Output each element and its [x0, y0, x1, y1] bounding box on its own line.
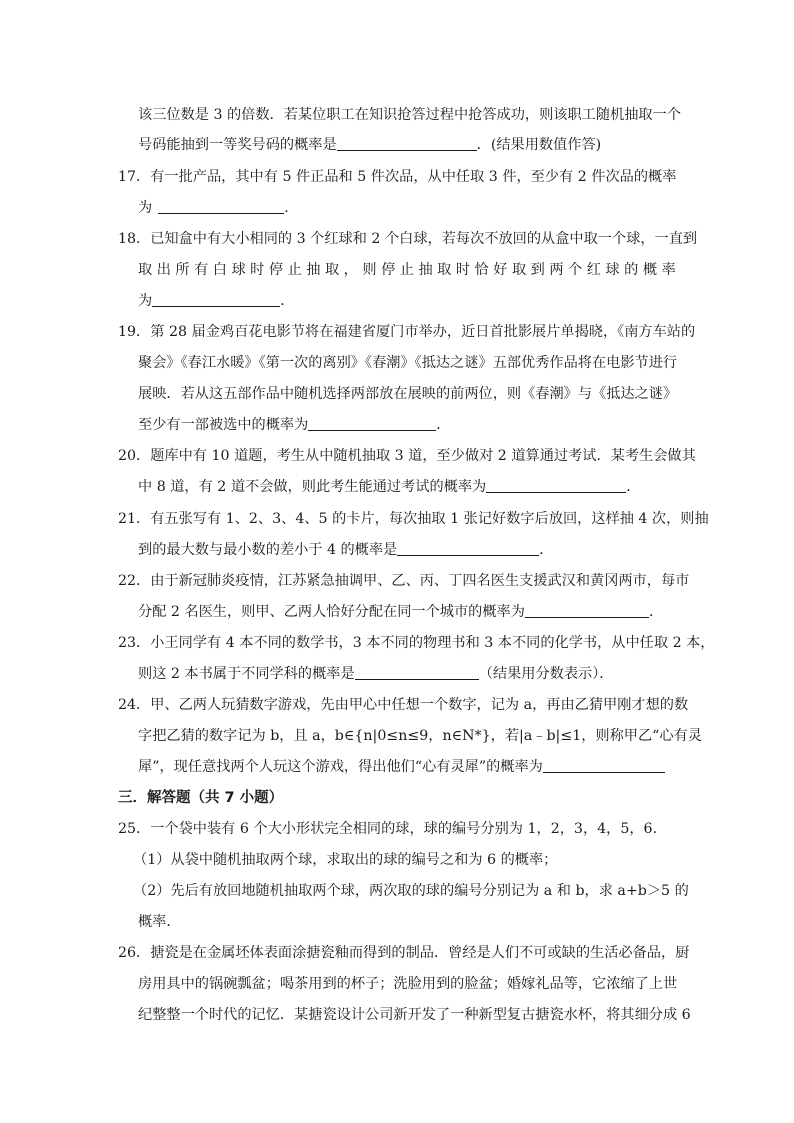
question-20-line-1: 20．题库中有 10 道题，考生从中随机抽取 3 道，至少做对 2 道算通过考试．某考生会做其 — [118, 448, 696, 464]
question-25-line-1: 25．一个袋中装有 6 个大小形状完全相同的球，球的编号分别为 1，2，3，4，5，6． — [118, 821, 667, 837]
answer-blank[interactable] — [525, 603, 649, 618]
text: 至少有一部被选中的概率为 — [138, 417, 309, 433]
answer-blank[interactable] — [337, 136, 477, 151]
text: ． — [284, 200, 299, 216]
question-18-line-2: 取 出 所 有 白 球 时 停 止 抽 取 ， 则 停 止 抽 取 时 恰 好 取 到 两 个 红 球 的 概 率 — [138, 262, 676, 278]
text: （结果用分数表示）． — [478, 666, 614, 682]
question-25-line-4: 概率． — [138, 914, 181, 930]
answer-blank[interactable] — [543, 758, 665, 773]
question-17-line-1: 17．有一批产品，其中有 5 件正品和 5 件次品，从中任取 3 件，至少有 2 件次品的概率 — [118, 169, 677, 185]
answer-blank[interactable] — [486, 478, 626, 493]
question-22-line-2 — [138, 603, 663, 621]
question-22-line-1: 22．由于新冠肺炎疫情，江苏紧急抽调甲、乙、丙、丁四名医生支援武汉和黄冈两市，每市 — [118, 573, 690, 589]
question-18-line-1: 18．已知盒中有大小相同的 3 个红球和 2 个白球，若每次不放回的从盒中取一个球，一直到 — [118, 231, 698, 247]
question-18-line-3 — [138, 292, 294, 310]
continuation-line-1: 该三位数是 3 的倍数．若某位职工在知识抢答过程中抢答成功，则该职工随机抽取一个 — [138, 107, 681, 123]
question-25-part-1: （1）从袋中随机抽取两个球，求取出的球的编号之和为 6 的概率； — [133, 852, 558, 868]
answer-blank[interactable] — [308, 416, 436, 431]
answer-blank[interactable] — [158, 199, 284, 214]
text: ．(结果用数值作答) — [476, 137, 602, 153]
question-20-line-2 — [138, 478, 640, 496]
question-19-line-4 — [138, 416, 450, 434]
text: 为 — [138, 200, 153, 216]
question-26-line-1: 26．搪瓷是在金属坯体表面涂搪瓷釉而得到的制品．曾经是人们不可或缺的生活必备品，厨 — [118, 945, 690, 961]
answer-blank[interactable] — [152, 292, 280, 307]
text: ． — [626, 479, 641, 495]
question-19-line-1: 19．第 28 届金鸡百花电影节将在福建省厦门市举办，近日首批影展片单揭晓，《南方车站的 — [118, 324, 696, 340]
question-24-line-2: 字把乙猜的数字记为 b，且 a，b∈{n|0≤n≤9，n∈N*}，若|a﹣b|≤1，则称甲乙“心有灵 — [138, 728, 702, 744]
answer-blank[interactable] — [355, 665, 479, 680]
text: 则这 2 本书属于不同学科的概率是 — [138, 666, 355, 682]
answer-blank[interactable] — [397, 541, 539, 556]
text: ． — [539, 542, 554, 558]
text: ． — [280, 293, 295, 309]
question-24-line-1: 24．甲、乙两人玩猜数字游戏，先由甲心中任想一个数字，记为 a，再由乙猜甲刚才想的数 — [118, 697, 689, 713]
text: ． — [436, 417, 451, 433]
question-26-line-3: 纪整整一个时代的记忆．某搪瓷设计公司新开发了一种新型复古搪瓷水杯，将其细分成 6 — [138, 1007, 691, 1023]
question-19-line-3: 展映．若从这五部作品中随机选择两部放在展映的前两位，则《春潮》与《抵达之谜》 — [138, 386, 678, 402]
text: 号码能抽到一等奖号码的概率是 — [138, 137, 337, 153]
question-17-line-2 — [138, 199, 298, 217]
continuation-line-2 — [138, 136, 601, 154]
text: 为 — [138, 293, 153, 309]
text: 犀”，现任意找两个人玩这个游戏，得出他们“心有灵犀”的概率为 — [138, 759, 543, 775]
text: 中 8 道，有 2 道不会做，则此考生能通过考试的概率为 — [138, 479, 487, 495]
text: 到的最大数与最小数的差小于 4 的概率是 — [138, 542, 398, 558]
question-24-line-3 — [138, 758, 665, 776]
question-19-line-2: 聚会》《春江水暖》《第一次的离别》《春潮》《抵达之谜》五部优秀作品将在电影节进行 — [138, 355, 678, 371]
question-23-line-2 — [138, 665, 613, 683]
question-26-line-2: 房用具中的锅碗瓢盆；喝茶用到的杯子；洗脸用到的脸盆；婚嫁礼品等，它浓缩了上世 — [138, 976, 678, 992]
text: ． — [648, 604, 664, 620]
question-21-line-2 — [138, 541, 553, 559]
question-23-line-1: 23．小王同学有 4 本不同的数学书，3 本不同的物理书和 3 本不同的化学书，从中任取 2 本， — [118, 635, 715, 651]
text: 分配 2 名医生，则甲、乙两人恰好分配在同一个城市的概率为 — [138, 604, 525, 620]
section-heading: 三．解答题（共 7 小题） — [118, 790, 284, 806]
question-21-line-1: 21．有五张写有 1、2、3、4、5 的卡片，每次抽取 1 张记好数字后放回，这样抽 4 次，则抽 — [118, 511, 709, 527]
question-25-part-2: （2）先后有放回地随机抽取两个球，两次取的球的编号分别记为 a 和 b，求 a+b＞5 的 — [133, 883, 689, 899]
